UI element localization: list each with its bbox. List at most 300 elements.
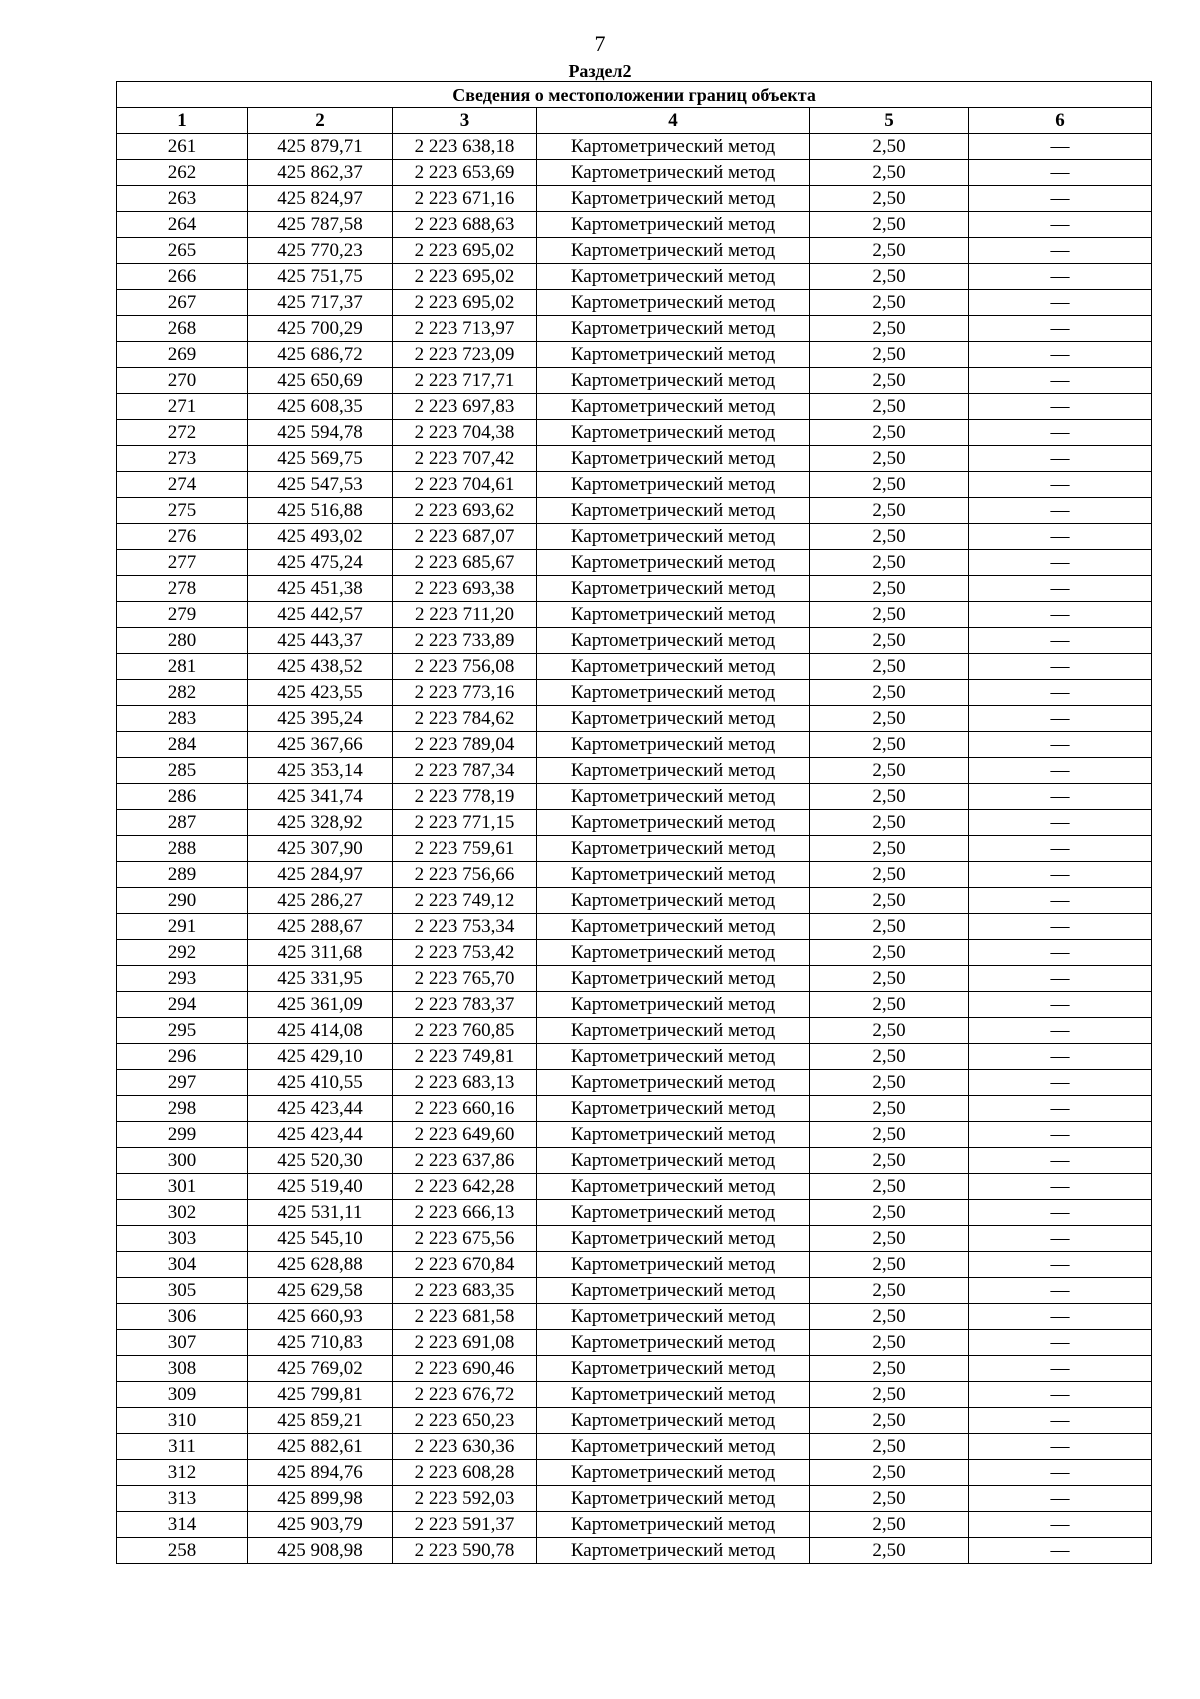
table-row — [117, 290, 1152, 316]
x-coordinate-cell: 425 824,97 — [248, 186, 393, 212]
accuracy-cell: 2,50 — [810, 576, 969, 602]
y-coordinate-cell: 2 223 704,61 — [393, 472, 537, 498]
method-cell: Картометрический метод — [537, 316, 810, 342]
method-cell: Картометрический метод — [537, 758, 810, 784]
method-cell: Картометрический метод — [537, 1512, 810, 1538]
method-cell: Картометрический метод — [537, 420, 810, 446]
table-row — [117, 342, 1152, 368]
point-number-cell: 283 — [117, 706, 248, 732]
table-row — [117, 1200, 1152, 1226]
method-cell: Картометрический метод — [537, 498, 810, 524]
accuracy-cell: 2,50 — [810, 186, 969, 212]
x-coordinate-cell: 425 545,10 — [248, 1226, 393, 1252]
description-cell: — — [969, 836, 1152, 862]
y-coordinate-cell: 2 223 756,08 — [393, 654, 537, 680]
table-body — [117, 134, 1152, 1564]
description-cell: — — [969, 524, 1152, 550]
description-cell: — — [969, 758, 1152, 784]
point-number-cell: 261 — [117, 134, 248, 160]
accuracy-cell: 2,50 — [810, 368, 969, 394]
description-cell: — — [969, 1330, 1152, 1356]
y-coordinate-cell: 2 223 695,02 — [393, 264, 537, 290]
y-coordinate-cell: 2 223 778,19 — [393, 784, 537, 810]
page-number: 7 — [594, 31, 606, 56]
x-coordinate-cell: 425 410,55 — [248, 1070, 393, 1096]
y-coordinate-cell: 2 223 649,60 — [393, 1122, 537, 1148]
description-cell: — — [969, 862, 1152, 888]
method-cell: Картометрический метод — [537, 1252, 810, 1278]
description-cell: — — [969, 1434, 1152, 1460]
point-number-cell: 313 — [117, 1486, 248, 1512]
method-cell: Картометрический метод — [537, 810, 810, 836]
point-number-cell: 300 — [117, 1148, 248, 1174]
point-number-cell: 279 — [117, 602, 248, 628]
point-number-cell: 308 — [117, 1356, 248, 1382]
table-caption-row — [117, 82, 1152, 108]
table-row — [117, 368, 1152, 394]
accuracy-cell: 2,50 — [810, 992, 969, 1018]
y-coordinate-cell: 2 223 707,42 — [393, 446, 537, 472]
table-row — [117, 1434, 1152, 1460]
point-number-cell: 272 — [117, 420, 248, 446]
y-coordinate-cell: 2 223 683,13 — [393, 1070, 537, 1096]
description-cell: — — [969, 342, 1152, 368]
point-number-cell: 282 — [117, 680, 248, 706]
accuracy-cell: 2,50 — [810, 1460, 969, 1486]
method-cell: Картометрический метод — [537, 602, 810, 628]
x-coordinate-cell: 425 629,58 — [248, 1278, 393, 1304]
method-cell: Картометрический метод — [537, 628, 810, 654]
y-coordinate-cell: 2 223 760,85 — [393, 1018, 537, 1044]
x-coordinate-cell: 425 493,02 — [248, 524, 393, 550]
table-row — [117, 1226, 1152, 1252]
point-number-cell: 289 — [117, 862, 248, 888]
accuracy-cell: 2,50 — [810, 498, 969, 524]
accuracy-cell: 2,50 — [810, 1018, 969, 1044]
description-cell: — — [969, 394, 1152, 420]
accuracy-cell: 2,50 — [810, 472, 969, 498]
table-row — [117, 524, 1152, 550]
method-cell: Картометрический метод — [537, 290, 810, 316]
description-cell: — — [969, 1278, 1152, 1304]
table-row — [117, 1252, 1152, 1278]
point-number-cell: 290 — [117, 888, 248, 914]
description-cell: — — [969, 1304, 1152, 1330]
y-coordinate-cell: 2 223 784,62 — [393, 706, 537, 732]
point-number-cell: 293 — [117, 966, 248, 992]
method-cell: Картометрический метод — [537, 1096, 810, 1122]
description-cell: — — [969, 368, 1152, 394]
method-cell: Картометрический метод — [537, 1434, 810, 1460]
point-number-cell: 285 — [117, 758, 248, 784]
y-coordinate-cell: 2 223 713,97 — [393, 316, 537, 342]
description-cell: — — [969, 1122, 1152, 1148]
y-coordinate-cell: 2 223 771,15 — [393, 810, 537, 836]
point-number-cell: 292 — [117, 940, 248, 966]
description-cell: — — [969, 1486, 1152, 1512]
y-coordinate-cell: 2 223 590,78 — [393, 1538, 537, 1564]
table-row — [117, 498, 1152, 524]
point-number-cell: 301 — [117, 1174, 248, 1200]
method-cell: Картометрический метод — [537, 1330, 810, 1356]
x-coordinate-cell: 425 519,40 — [248, 1174, 393, 1200]
x-coordinate-cell: 425 520,30 — [248, 1148, 393, 1174]
description-cell: — — [969, 784, 1152, 810]
x-coordinate-cell: 425 414,08 — [248, 1018, 393, 1044]
point-number-cell: 280 — [117, 628, 248, 654]
y-coordinate-cell: 2 223 608,28 — [393, 1460, 537, 1486]
description-cell: — — [969, 1512, 1152, 1538]
description-cell: — — [969, 446, 1152, 472]
table-row — [117, 966, 1152, 992]
method-cell: Картометрический метод — [537, 1174, 810, 1200]
table-row — [117, 784, 1152, 810]
x-coordinate-cell: 425 769,02 — [248, 1356, 393, 1382]
table-row — [117, 1278, 1152, 1304]
x-coordinate-cell: 425 423,44 — [248, 1122, 393, 1148]
point-number-cell: 303 — [117, 1226, 248, 1252]
x-coordinate-cell: 425 286,27 — [248, 888, 393, 914]
method-cell: Картометрический метод — [537, 186, 810, 212]
description-cell: — — [969, 1408, 1152, 1434]
accuracy-cell: 2,50 — [810, 212, 969, 238]
table-row — [117, 420, 1152, 446]
x-coordinate-cell: 425 894,76 — [248, 1460, 393, 1486]
method-cell: Картометрический метод — [537, 394, 810, 420]
y-coordinate-cell: 2 223 688,63 — [393, 212, 537, 238]
table-row — [117, 394, 1152, 420]
method-cell: Картометрический метод — [537, 1148, 810, 1174]
method-cell: Картометрический метод — [537, 784, 810, 810]
table-row — [117, 1330, 1152, 1356]
description-cell: — — [969, 628, 1152, 654]
point-number-cell: 275 — [117, 498, 248, 524]
accuracy-cell: 2,50 — [810, 1538, 969, 1564]
table-caption: Сведения о местоположении границ объекта — [117, 82, 1152, 108]
point-number-cell: 299 — [117, 1122, 248, 1148]
accuracy-cell: 2,50 — [810, 836, 969, 862]
accuracy-cell: 2,50 — [810, 706, 969, 732]
x-coordinate-cell: 425 367,66 — [248, 732, 393, 758]
x-coordinate-cell: 425 859,21 — [248, 1408, 393, 1434]
column-header: 6 — [969, 108, 1152, 134]
table-row — [117, 836, 1152, 862]
table-row — [117, 1148, 1152, 1174]
method-cell: Картометрический метод — [537, 992, 810, 1018]
table-row — [117, 1486, 1152, 1512]
point-number-cell: 294 — [117, 992, 248, 1018]
table-row — [117, 1044, 1152, 1070]
accuracy-cell: 2,50 — [810, 1486, 969, 1512]
point-number-cell: 297 — [117, 1070, 248, 1096]
table-row — [117, 732, 1152, 758]
x-coordinate-cell: 425 908,98 — [248, 1538, 393, 1564]
table-row — [117, 602, 1152, 628]
method-cell: Картометрический метод — [537, 368, 810, 394]
x-coordinate-cell: 425 787,58 — [248, 212, 393, 238]
table-row — [117, 862, 1152, 888]
table-row — [117, 550, 1152, 576]
y-coordinate-cell: 2 223 653,69 — [393, 160, 537, 186]
description-cell: — — [969, 134, 1152, 160]
point-number-cell: 263 — [117, 186, 248, 212]
x-coordinate-cell: 425 443,37 — [248, 628, 393, 654]
table-row — [117, 1070, 1152, 1096]
y-coordinate-cell: 2 223 676,72 — [393, 1382, 537, 1408]
x-coordinate-cell: 425 361,09 — [248, 992, 393, 1018]
table-row — [117, 1174, 1152, 1200]
method-cell: Картометрический метод — [537, 680, 810, 706]
accuracy-cell: 2,50 — [810, 1044, 969, 1070]
accuracy-cell: 2,50 — [810, 1382, 969, 1408]
table-row — [117, 472, 1152, 498]
method-cell: Картометрический метод — [537, 1460, 810, 1486]
point-number-cell: 288 — [117, 836, 248, 862]
table-row — [117, 1538, 1152, 1564]
table-row — [117, 1122, 1152, 1148]
accuracy-cell: 2,50 — [810, 654, 969, 680]
point-number-cell: 287 — [117, 810, 248, 836]
column-header: 3 — [393, 108, 537, 134]
method-cell: Картометрический метод — [537, 654, 810, 680]
x-coordinate-cell: 425 882,61 — [248, 1434, 393, 1460]
description-cell: — — [969, 550, 1152, 576]
accuracy-cell: 2,50 — [810, 1512, 969, 1538]
point-number-cell: 305 — [117, 1278, 248, 1304]
table-row — [117, 810, 1152, 836]
table-row — [117, 316, 1152, 342]
point-number-cell: 274 — [117, 472, 248, 498]
table-row — [117, 1304, 1152, 1330]
method-cell: Картометрический метод — [537, 732, 810, 758]
table-row — [117, 1408, 1152, 1434]
accuracy-cell: 2,50 — [810, 758, 969, 784]
x-coordinate-cell: 425 686,72 — [248, 342, 393, 368]
y-coordinate-cell: 2 223 749,81 — [393, 1044, 537, 1070]
point-number-cell: 268 — [117, 316, 248, 342]
description-cell: — — [969, 940, 1152, 966]
x-coordinate-cell: 425 650,69 — [248, 368, 393, 394]
table-row — [117, 888, 1152, 914]
point-number-cell: 304 — [117, 1252, 248, 1278]
table-row — [117, 940, 1152, 966]
x-coordinate-cell: 425 717,37 — [248, 290, 393, 316]
y-coordinate-cell: 2 223 753,34 — [393, 914, 537, 940]
accuracy-cell: 2,50 — [810, 420, 969, 446]
x-coordinate-cell: 425 331,95 — [248, 966, 393, 992]
point-number-cell: 296 — [117, 1044, 248, 1070]
point-number-cell: 306 — [117, 1304, 248, 1330]
point-number-cell: 307 — [117, 1330, 248, 1356]
method-cell: Картометрический метод — [537, 472, 810, 498]
description-cell: — — [969, 316, 1152, 342]
accuracy-cell: 2,50 — [810, 1096, 969, 1122]
y-coordinate-cell: 2 223 759,61 — [393, 836, 537, 862]
point-number-cell: 265 — [117, 238, 248, 264]
x-coordinate-cell: 425 547,53 — [248, 472, 393, 498]
method-cell: Картометрический метод — [537, 706, 810, 732]
accuracy-cell: 2,50 — [810, 1122, 969, 1148]
accuracy-cell: 2,50 — [810, 316, 969, 342]
accuracy-cell: 2,50 — [810, 862, 969, 888]
description-cell: — — [969, 914, 1152, 940]
point-number-cell: 286 — [117, 784, 248, 810]
accuracy-cell: 2,50 — [810, 1226, 969, 1252]
point-number-cell: 314 — [117, 1512, 248, 1538]
x-coordinate-cell: 425 423,44 — [248, 1096, 393, 1122]
method-cell: Картометрический метод — [537, 264, 810, 290]
point-number-cell: 273 — [117, 446, 248, 472]
method-cell: Картометрический метод — [537, 550, 810, 576]
method-cell: Картометрический метод — [537, 1122, 810, 1148]
y-coordinate-cell: 2 223 687,07 — [393, 524, 537, 550]
x-coordinate-cell: 425 660,93 — [248, 1304, 393, 1330]
x-coordinate-cell: 425 442,57 — [248, 602, 393, 628]
accuracy-cell: 2,50 — [810, 680, 969, 706]
x-coordinate-cell: 425 284,97 — [248, 862, 393, 888]
description-cell: — — [969, 966, 1152, 992]
method-cell: Картометрический метод — [537, 1304, 810, 1330]
method-cell: Картометрический метод — [537, 1408, 810, 1434]
method-cell: Картометрический метод — [537, 212, 810, 238]
table-row — [117, 238, 1152, 264]
method-cell: Картометрический метод — [537, 914, 810, 940]
accuracy-cell: 2,50 — [810, 238, 969, 264]
table-row — [117, 992, 1152, 1018]
point-number-cell: 262 — [117, 160, 248, 186]
y-coordinate-cell: 2 223 711,20 — [393, 602, 537, 628]
description-cell: — — [969, 212, 1152, 238]
method-cell: Картометрический метод — [537, 1018, 810, 1044]
accuracy-cell: 2,50 — [810, 1070, 969, 1096]
x-coordinate-cell: 425 879,71 — [248, 134, 393, 160]
accuracy-cell: 2,50 — [810, 394, 969, 420]
y-coordinate-cell: 2 223 630,36 — [393, 1434, 537, 1460]
table-row — [117, 264, 1152, 290]
description-cell: — — [969, 1148, 1152, 1174]
description-cell: — — [969, 1174, 1152, 1200]
method-cell: Картометрический метод — [537, 1356, 810, 1382]
accuracy-cell: 2,50 — [810, 966, 969, 992]
y-coordinate-cell: 2 223 693,62 — [393, 498, 537, 524]
table-row — [117, 654, 1152, 680]
y-coordinate-cell: 2 223 637,86 — [393, 1148, 537, 1174]
description-cell: — — [969, 1044, 1152, 1070]
table-row — [117, 446, 1152, 472]
table-row — [117, 212, 1152, 238]
method-cell: Картометрический метод — [537, 1486, 810, 1512]
description-cell: — — [969, 1070, 1152, 1096]
description-cell: — — [969, 472, 1152, 498]
x-coordinate-cell: 425 328,92 — [248, 810, 393, 836]
method-cell: Картометрический метод — [537, 1278, 810, 1304]
description-cell: — — [969, 888, 1152, 914]
x-coordinate-cell: 425 307,90 — [248, 836, 393, 862]
y-coordinate-cell: 2 223 695,02 — [393, 238, 537, 264]
point-number-cell: 312 — [117, 1460, 248, 1486]
point-number-cell: 310 — [117, 1408, 248, 1434]
accuracy-cell: 2,50 — [810, 628, 969, 654]
description-cell: — — [969, 160, 1152, 186]
y-coordinate-cell: 2 223 765,70 — [393, 966, 537, 992]
description-cell: — — [969, 602, 1152, 628]
x-coordinate-cell: 425 862,37 — [248, 160, 393, 186]
table-row — [117, 706, 1152, 732]
point-number-cell: 267 — [117, 290, 248, 316]
point-number-cell: 277 — [117, 550, 248, 576]
x-coordinate-cell: 425 516,88 — [248, 498, 393, 524]
table-row — [117, 914, 1152, 940]
accuracy-cell: 2,50 — [810, 940, 969, 966]
method-cell: Картометрический метод — [537, 1044, 810, 1070]
y-coordinate-cell: 2 223 789,04 — [393, 732, 537, 758]
description-cell: — — [969, 680, 1152, 706]
point-number-cell: 266 — [117, 264, 248, 290]
x-coordinate-cell: 425 751,75 — [248, 264, 393, 290]
table-row — [117, 134, 1152, 160]
y-coordinate-cell: 2 223 693,38 — [393, 576, 537, 602]
method-cell: Картометрический метод — [537, 160, 810, 186]
x-coordinate-cell: 425 770,23 — [248, 238, 393, 264]
point-number-cell: 271 — [117, 394, 248, 420]
x-coordinate-cell: 425 903,79 — [248, 1512, 393, 1538]
y-coordinate-cell: 2 223 592,03 — [393, 1486, 537, 1512]
point-number-cell: 276 — [117, 524, 248, 550]
accuracy-cell: 2,50 — [810, 1330, 969, 1356]
method-cell: Картометрический метод — [537, 342, 810, 368]
description-cell: — — [969, 420, 1152, 446]
description-cell: — — [969, 238, 1152, 264]
accuracy-cell: 2,50 — [810, 1174, 969, 1200]
point-number-cell: 270 — [117, 368, 248, 394]
method-cell: Картометрический метод — [537, 862, 810, 888]
accuracy-cell: 2,50 — [810, 1356, 969, 1382]
point-number-cell: 264 — [117, 212, 248, 238]
description-cell: — — [969, 1200, 1152, 1226]
accuracy-cell: 2,50 — [810, 602, 969, 628]
table-row — [117, 186, 1152, 212]
method-cell: Картометрический метод — [537, 576, 810, 602]
method-cell: Картометрический метод — [537, 966, 810, 992]
accuracy-cell: 2,50 — [810, 342, 969, 368]
method-cell: Картометрический метод — [537, 524, 810, 550]
x-coordinate-cell: 425 569,75 — [248, 446, 393, 472]
accuracy-cell: 2,50 — [810, 810, 969, 836]
method-cell: Картометрический метод — [537, 1200, 810, 1226]
accuracy-cell: 2,50 — [810, 1200, 969, 1226]
x-coordinate-cell: 425 608,35 — [248, 394, 393, 420]
y-coordinate-cell: 2 223 787,34 — [393, 758, 537, 784]
point-number-cell: 291 — [117, 914, 248, 940]
point-number-cell: 281 — [117, 654, 248, 680]
method-cell: Картометрический метод — [537, 238, 810, 264]
y-coordinate-cell: 2 223 670,84 — [393, 1252, 537, 1278]
column-header: 2 — [248, 108, 393, 134]
accuracy-cell: 2,50 — [810, 1434, 969, 1460]
accuracy-cell: 2,50 — [810, 550, 969, 576]
point-number-cell: 298 — [117, 1096, 248, 1122]
method-cell: Картометрический метод — [537, 1070, 810, 1096]
accuracy-cell: 2,50 — [810, 1304, 969, 1330]
x-coordinate-cell: 425 288,67 — [248, 914, 393, 940]
column-header: 5 — [810, 108, 969, 134]
description-cell: — — [969, 732, 1152, 758]
description-cell: — — [969, 992, 1152, 1018]
y-coordinate-cell: 2 223 671,16 — [393, 186, 537, 212]
accuracy-cell: 2,50 — [810, 888, 969, 914]
description-cell: — — [969, 1538, 1152, 1564]
x-coordinate-cell: 425 899,98 — [248, 1486, 393, 1512]
